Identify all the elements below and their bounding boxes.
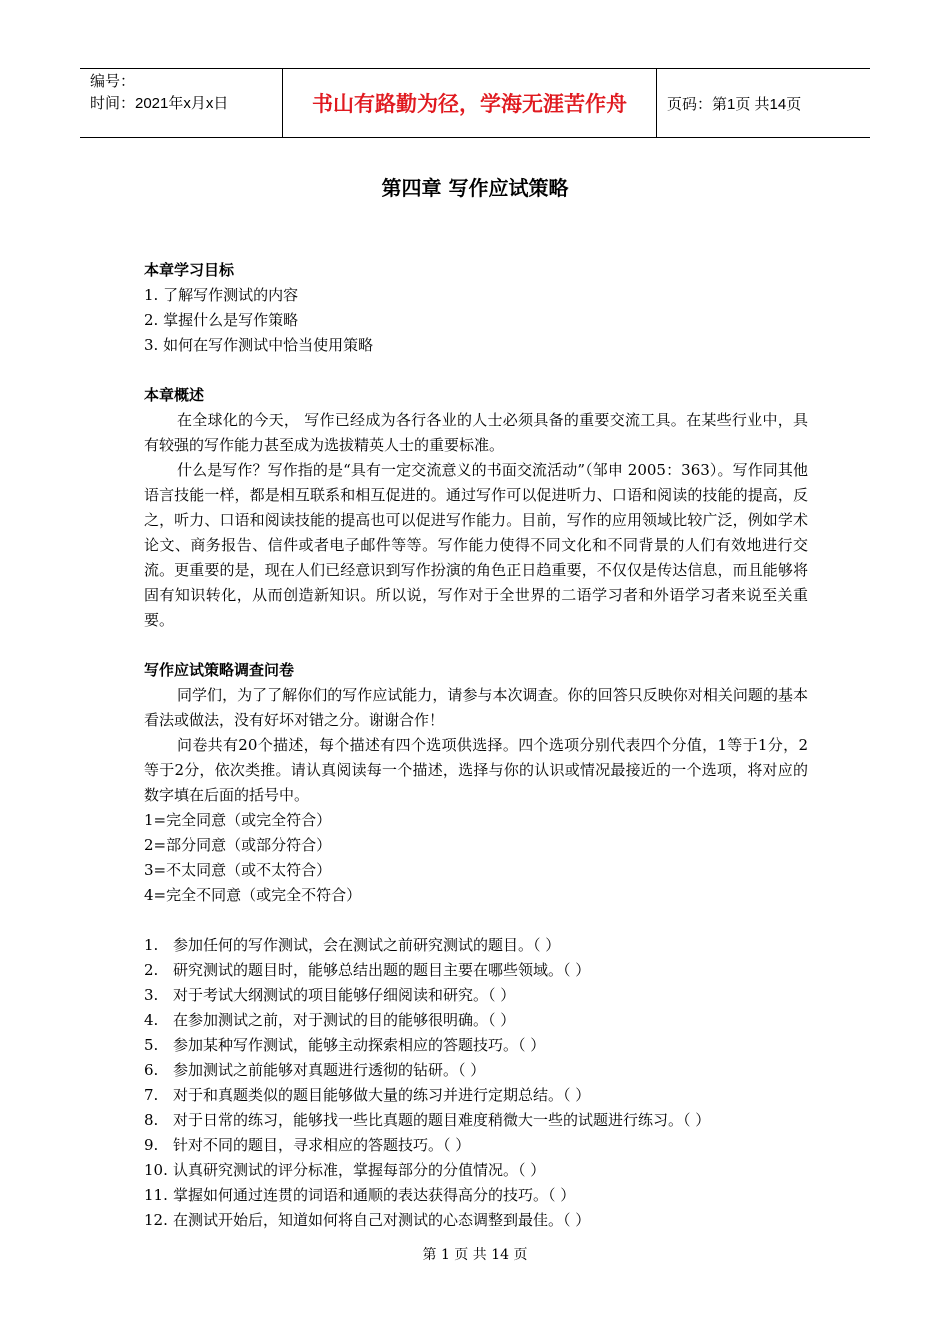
- objective-item: 3. 如何在写作测试中恰当使用策略: [144, 336, 374, 354]
- question-text: 参加测试之前能够对真题进行透彻的钻研。（ ）: [173, 1061, 486, 1079]
- question-text: 参加任何的写作测试，会在测试之前研究测试的题目。（ ）: [173, 936, 561, 954]
- question-number: 10.: [144, 1161, 168, 1179]
- question-number: 9.: [144, 1136, 159, 1154]
- question-number: 6.: [144, 1061, 159, 1079]
- question-text: 掌握如何通过连贯的词语和通顺的表达获得高分的技巧。（ ）: [173, 1186, 576, 1204]
- header-meta: [80, 69, 282, 137]
- document-number-label: 编号：: [90, 73, 136, 90]
- question-number: 5.: [144, 1036, 159, 1054]
- survey-question: [144, 1133, 808, 1158]
- survey-question: [144, 1108, 808, 1133]
- survey-question: [144, 1158, 808, 1183]
- scale-option: 3=不太同意（或不太符合）: [144, 861, 332, 879]
- objective-item: 2. 掌握什么是写作策略: [144, 311, 299, 329]
- survey-question: [144, 1008, 808, 1033]
- question-text: 对于考试大纲测试的项目能够仔细阅读和研究。（ ）: [173, 986, 516, 1004]
- question-number: 7.: [144, 1086, 159, 1104]
- survey-question: [144, 1083, 808, 1108]
- survey-heading: 写作应试策略调查问卷: [144, 661, 295, 679]
- survey-question: [144, 1033, 808, 1058]
- survey-question: [144, 933, 808, 958]
- question-number: 8.: [144, 1111, 159, 1129]
- page-header: [80, 68, 870, 138]
- question-text: 在参加测试之前，对于测试的目的能够很明确。（ ）: [173, 1011, 516, 1029]
- survey-intro-paragraph: 同学们，为了了解你们的写作应试能力，请参与本次调查。你的回答只反映你对相关问题的基本看法或做法，没有好坏对错之分。谢谢合作！: [144, 686, 808, 729]
- scale-option: 2=部分同意（或部分符合）: [144, 836, 332, 854]
- scale-option: 1=完全同意（或完全符合）: [144, 811, 332, 829]
- question-number: 12.: [144, 1211, 168, 1229]
- question-text: 针对不同的题目，寻求相应的答题技巧。（ ）: [173, 1136, 471, 1154]
- scale-option: 4=完全不同意（或完全不符合）: [144, 886, 362, 904]
- objective-item: 1. 了解写作测试的内容: [144, 286, 299, 304]
- survey-question: [144, 983, 808, 1008]
- header-page-info: 页码：第1页 共14页: [667, 95, 802, 113]
- question-number: 11.: [144, 1186, 168, 1204]
- objectives-heading: 本章学习目标: [144, 261, 235, 279]
- document-time-label: 时间：2021年x月x日: [90, 95, 229, 112]
- question-text: 参加某种写作测试，能够主动探索相应的答题技巧。（ ）: [173, 1036, 546, 1054]
- chapter-title: 第四章 写作应试策略: [381, 176, 569, 200]
- overview-paragraph: 什么是写作？写作指的是“具有一定交流意义的书面交流活动”（邹申 2005：363）。写作同其他语言技能一样，都是相互联系和相互促进的。通过写作可以促进听力、口语和阅读的技能的提高，反之，听力、口语和阅读技能的提高也可以促进写作能力。目前，写作的应用领域比较广泛，例如学术论文、商务报告、信件或者电子邮件等等。写作能力使得不同文化和不同背景的人们有效地进行交流。更重要的是，现在人们已经意识到写作扮演的角色正日趋重要，不仅仅是传达信息，而且能够将固有知识转化，从而创造新知识。所以说，写作对于全世界的二语学习者和外语学习者来说至关重要。: [144, 461, 808, 629]
- survey-question: [144, 1208, 808, 1233]
- survey-question: [144, 1058, 808, 1083]
- survey-question: [144, 1183, 808, 1208]
- question-text: 对于和真题类似的题目能够做大量的练习并进行定期总结。（ ）: [173, 1086, 591, 1104]
- question-number: 1.: [144, 936, 159, 954]
- overview-heading: 本章概述: [144, 386, 205, 404]
- question-text: 认真研究测试的评分标准，掌握每部分的分值情况。（ ）: [173, 1161, 546, 1179]
- question-text: 在测试开始后，知道如何将自己对测试的心态调整到最佳。（ ）: [173, 1211, 591, 1229]
- header-motto: 书山有路勤为径，学海无涯苦作舟: [282, 69, 657, 137]
- question-number: 2.: [144, 961, 159, 979]
- question-text: 对于日常的练习，能够找一些比真题的题目难度稍微大一些的试题进行练习。（ ）: [173, 1111, 711, 1129]
- overview-paragraph: 在全球化的今天， 写作已经成为各行各业的人士必须具备的重要交流工具。在某些行业中，具有较强的写作能力甚至成为选拔精英人士的重要标准。: [144, 411, 808, 454]
- page-footer: 第 1 页 共 14 页: [422, 1247, 528, 1263]
- question-number: 4.: [144, 1011, 159, 1029]
- document-body: [144, 258, 808, 1233]
- survey-instructions-paragraph: 问卷共有20个描述，每个描述有四个选项供选择。四个选项分别代表四个分值，1等于1分，2等于2分，依次类推。请认真阅读每一个描述，选择与你的认识或情况最接近的一个选项，将对应的数字填在后面的括号中。: [144, 736, 808, 804]
- question-number: 3.: [144, 986, 159, 1004]
- question-text: 研究测试的题目时，能够总结出题的题目主要在哪些领域。（ ）: [173, 961, 591, 979]
- survey-question: [144, 958, 808, 983]
